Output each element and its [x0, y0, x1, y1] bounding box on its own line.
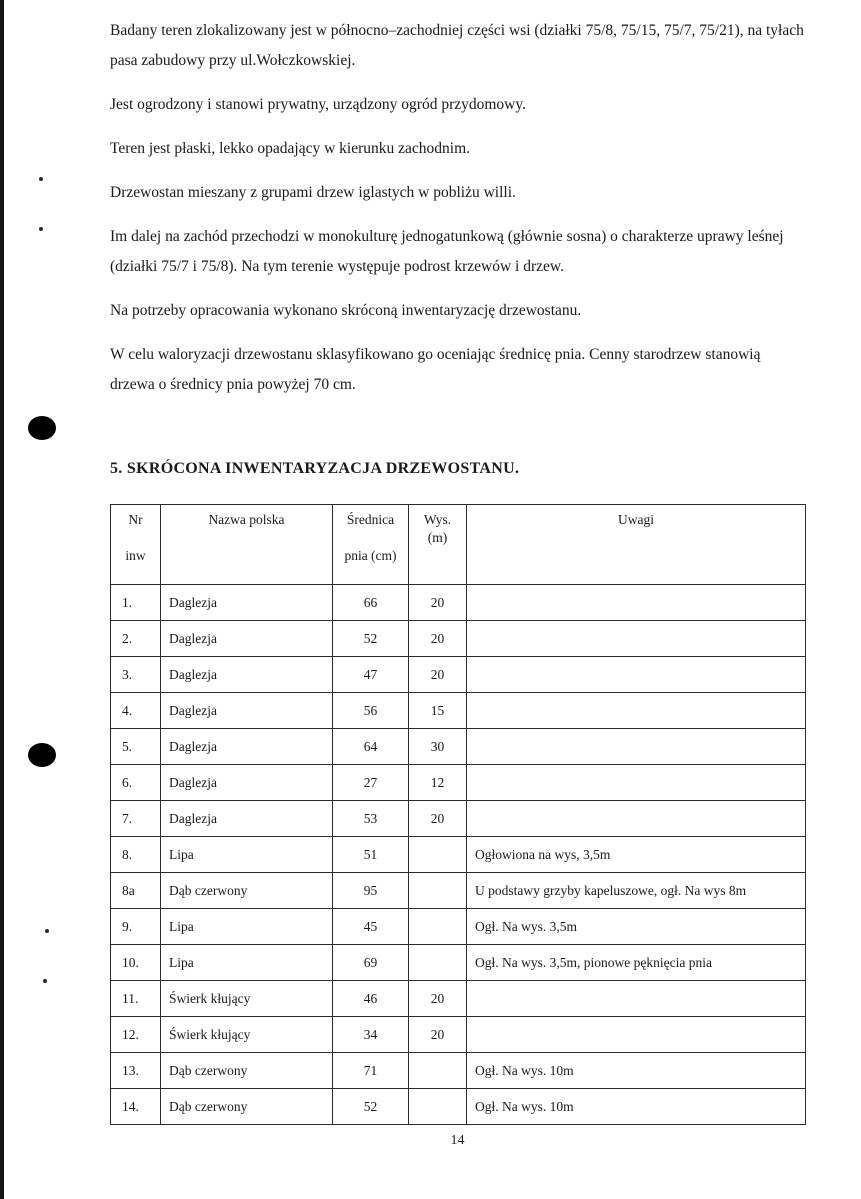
cell-wys [409, 1053, 467, 1089]
cell-srednica: 52 [333, 621, 409, 657]
cell-uwagi [467, 801, 806, 837]
cell-srednica: 52 [333, 1089, 409, 1125]
cell-nr-inw: 13. [111, 1053, 161, 1089]
cell-uwagi [467, 765, 806, 801]
cell-uwagi [467, 657, 806, 693]
section-heading: 5. SKRÓCONA INWENTARYZACJA DRZEWOSTANU. [110, 460, 520, 477]
scan-speck [45, 929, 49, 933]
table-row [111, 909, 806, 945]
cell-nr-inw: 10. [111, 945, 161, 981]
cell-wys: 30 [409, 729, 467, 765]
table-row [111, 1017, 806, 1053]
cell-srednica: 51 [333, 837, 409, 873]
paragraph: Drzewostan mieszany z grupami drzew iglastych w pobliżu willi. [110, 184, 516, 201]
document-content [110, 16, 805, 1149]
cell-nr-inw: 9. [111, 909, 161, 945]
cell-wys: 20 [409, 1017, 467, 1053]
cell-srednica: 64 [333, 729, 409, 765]
table-row [111, 801, 806, 837]
cell-srednica: 56 [333, 693, 409, 729]
cell-nr-inw: 3. [111, 657, 161, 693]
cell-uwagi: Ogł. Na wys. 10m [467, 1053, 806, 1089]
cell-nazwa-polska: Świerk kłujący [161, 981, 333, 1017]
scan-edge-artifact [0, 0, 4, 1199]
cell-nr-inw: 1. [111, 585, 161, 621]
scan-speck [43, 979, 47, 983]
hole-punch-mark [28, 416, 56, 440]
cell-nazwa-polska: Dąb czerwony [161, 873, 333, 909]
cell-nr-inw: 5. [111, 729, 161, 765]
cell-nr-inw: 11. [111, 981, 161, 1017]
cell-nazwa-polska: Daglezja [161, 585, 333, 621]
cell-wys: 15 [409, 693, 467, 729]
table-header-row [111, 505, 806, 585]
cell-srednica: 47 [333, 657, 409, 693]
cell-nr-inw: 8. [111, 837, 161, 873]
cell-uwagi [467, 981, 806, 1017]
scan-speck [39, 177, 43, 181]
table-row [111, 621, 806, 657]
cell-nazwa-polska: Lipa [161, 909, 333, 945]
cell-uwagi: Ogł. Na wys. 10m [467, 1089, 806, 1125]
cell-uwagi: Ogł. Na wys. 3,5m [467, 909, 806, 945]
cell-srednica: 53 [333, 801, 409, 837]
cell-wys [409, 909, 467, 945]
cell-wys: 12 [409, 765, 467, 801]
inventory-table-body [111, 585, 806, 1125]
cell-nazwa-polska: Dąb czerwony [161, 1089, 333, 1125]
hole-punch-mark [28, 743, 56, 767]
cell-nr-inw: 7. [111, 801, 161, 837]
table-row [111, 1089, 806, 1125]
cell-srednica: 66 [333, 585, 409, 621]
header-srednica-pnia: Średnica pnia (cm) [333, 505, 409, 585]
cell-nazwa-polska: Lipa [161, 837, 333, 873]
cell-wys: 20 [409, 657, 467, 693]
cell-wys: 20 [409, 981, 467, 1017]
cell-uwagi: Ogłowiona na wys, 3,5m [467, 837, 806, 873]
cell-nazwa-polska: Daglezja [161, 801, 333, 837]
header-nr-inw: Nr inw [111, 505, 161, 585]
table-row [111, 981, 806, 1017]
cell-uwagi [467, 585, 806, 621]
cell-wys [409, 837, 467, 873]
cell-wys: 20 [409, 621, 467, 657]
cell-nr-inw: 12. [111, 1017, 161, 1053]
cell-srednica: 69 [333, 945, 409, 981]
cell-srednica: 95 [333, 873, 409, 909]
cell-nazwa-polska: Daglezja [161, 621, 333, 657]
cell-wys [409, 945, 467, 981]
cell-uwagi [467, 693, 806, 729]
cell-nazwa-polska: Daglezja [161, 729, 333, 765]
header-nazwa-polska: Nazwa polska [161, 505, 333, 585]
paragraph: W celu waloryzacji drzewostanu sklasyfikowano go oceniając średnicę pnia. Cenny starodrzew stanowią drzewa o średnicy pnia powyżej 70 cm. [110, 346, 761, 393]
scan-speck [39, 227, 43, 231]
cell-uwagi: Ogł. Na wys. 3,5m, pionowe pęknięcia pnia [467, 945, 806, 981]
paragraph: Teren jest płaski, lekko opadający w kierunku zachodnim. [110, 140, 471, 157]
table-row [111, 585, 806, 621]
cell-nazwa-polska: Daglezja [161, 693, 333, 729]
cell-srednica: 27 [333, 765, 409, 801]
paragraph: Badany teren zlokalizowany jest w północno–zachodniej części wsi (działki 75/8, 75/15, 75/7, 75/21), na tyłach pasa zabudowy przy ul.Wołczkowskiej. [110, 22, 804, 69]
cell-nr-inw: 14. [111, 1089, 161, 1125]
cell-nr-inw: 6. [111, 765, 161, 801]
table-row [111, 1053, 806, 1089]
cell-nazwa-polska: Daglezja [161, 765, 333, 801]
cell-nazwa-polska: Lipa [161, 945, 333, 981]
cell-wys: 20 [409, 585, 467, 621]
cell-nr-inw: 8a [111, 873, 161, 909]
cell-wys [409, 873, 467, 909]
cell-nazwa-polska: Dąb czerwony [161, 1053, 333, 1089]
header-wys: Wys. (m) [409, 505, 467, 585]
cell-srednica: 46 [333, 981, 409, 1017]
table-row [111, 729, 806, 765]
cell-nazwa-polska: Świerk kłujący [161, 1017, 333, 1053]
cell-nr-inw: 2. [111, 621, 161, 657]
table-row [111, 945, 806, 981]
paragraph: Im dalej na zachód przechodzi w monokulturę jednogatunkową (głównie sosna) o charakterze uprawy leśnej (działki 75/7 i 75/8). Na tym terenie występuje podrost krzewów i drzew. [110, 228, 784, 275]
page-number: 14 [450, 1133, 465, 1148]
inventory-table [110, 504, 806, 1125]
cell-uwagi [467, 729, 806, 765]
paragraph: Na potrzeby opracowania wykonano skróconą inwentaryzację drzewostanu. [110, 302, 582, 319]
table-row [111, 837, 806, 873]
paragraph: Jest ogrodzony i stanowi prywatny, urządzony ogród przydomowy. [110, 96, 526, 113]
cell-wys [409, 1089, 467, 1125]
cell-nazwa-polska: Daglezja [161, 657, 333, 693]
header-uwagi: Uwagi [467, 505, 806, 585]
table-row [111, 873, 806, 909]
cell-srednica: 34 [333, 1017, 409, 1053]
cell-srednica: 71 [333, 1053, 409, 1089]
cell-srednica: 45 [333, 909, 409, 945]
table-row [111, 693, 806, 729]
table-row [111, 765, 806, 801]
cell-uwagi [467, 1017, 806, 1053]
cell-uwagi: U podstawy grzyby kapeluszowe, ogł. Na wys 8m [467, 873, 806, 909]
cell-uwagi [467, 621, 806, 657]
cell-nr-inw: 4. [111, 693, 161, 729]
table-row [111, 657, 806, 693]
cell-wys: 20 [409, 801, 467, 837]
